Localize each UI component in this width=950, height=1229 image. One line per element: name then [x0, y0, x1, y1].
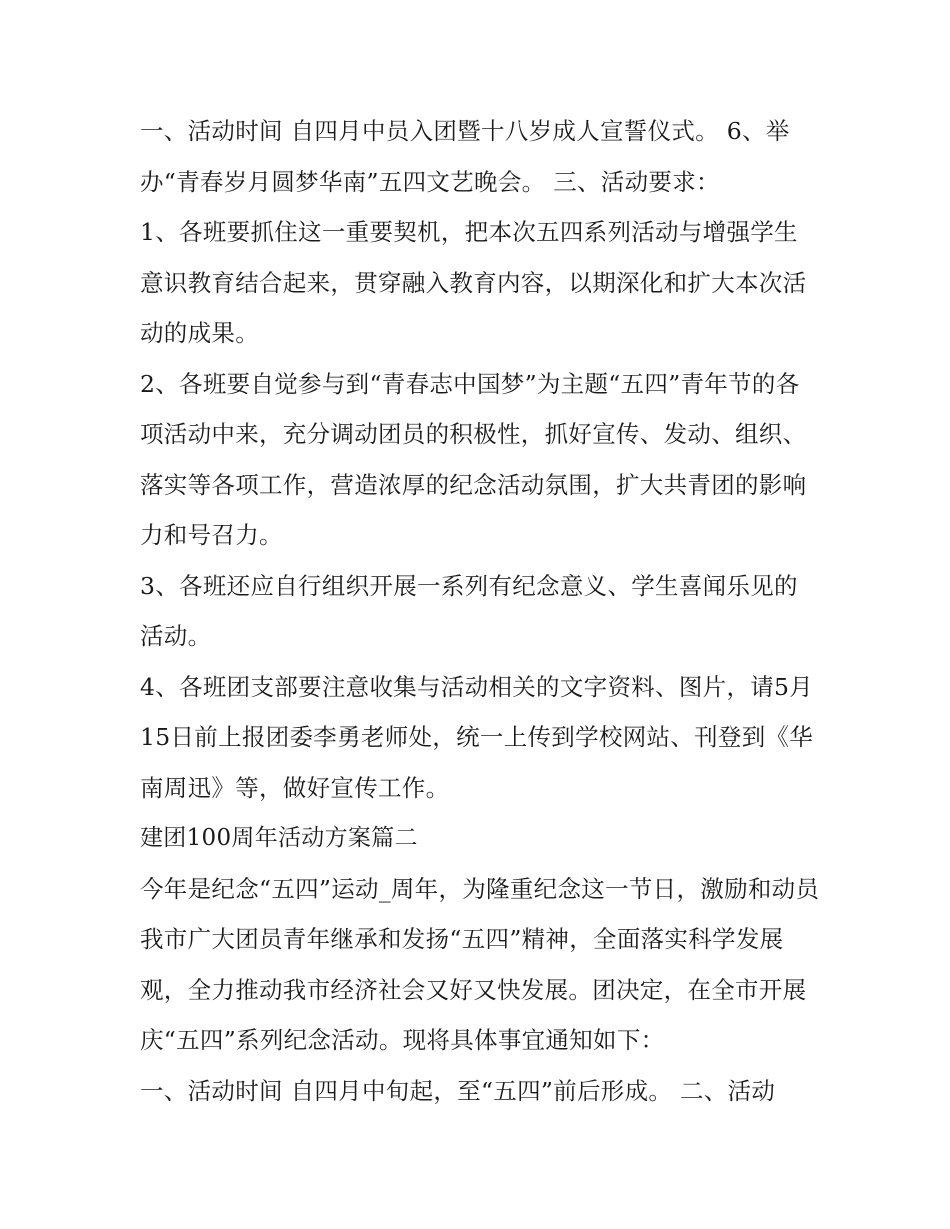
paragraph-activity-time: 一、活动时间 自四月中员入团暨十八岁成人宣誓仪式。 6、举办“青春岁月圆梦华南”五四文艺晚会。 三、活动要求：: [140, 117, 790, 196]
paragraph-requirement-3: 3、各班还应自行组织开展一系列有纪念意义、学生喜闻乐见的活动。: [140, 571, 798, 650]
paragraph-requirement-2: 2、各班要自觉参与到“青春志中国梦”为主题“五四”青年节的各项活动中来，充分调动团员的积极性，抓好宣传、发动、组织、落实等各项工作，营造浓厚的纪念活动氛围，扩大共青团的影响力和号召力。: [140, 369, 807, 549]
paragraph-intro: 今年是纪念“五四”运动_周年，为隆重纪念这一节日，激励和动员我市广大团员青年继承和发扬“五四”精神，全面落实科学发展观，全力推动我市经济社会又好又快发展。团决定，在全市开展庆“五四”系列纪念活动。现将具体事宜通知如下：: [140, 874, 820, 1054]
paragraph-requirement-4: 4、各班团支部要注意收集与活动相关的文字资料、图片，请5月15日前上报团委李勇老师处，统一上传到学校网站、刊登到《华南周迅》等，做好宣传工作。: [140, 672, 814, 802]
section-heading: 建团100周年活动方案篇二: [140, 825, 418, 851]
paragraph-requirement-1: 1、各班要抓住这一重要契机，把本次五四系列活动与增强学生意识教育结合起来，贯穿融入教育内容，以期深化和扩大本次活动的成果。: [140, 218, 807, 347]
document-body: [140, 106, 820, 1116]
paragraph-activity-time-2: 一、活动时间 自四月中旬起，至“五四”前后形成。 二、活动: [140, 1076, 776, 1105]
